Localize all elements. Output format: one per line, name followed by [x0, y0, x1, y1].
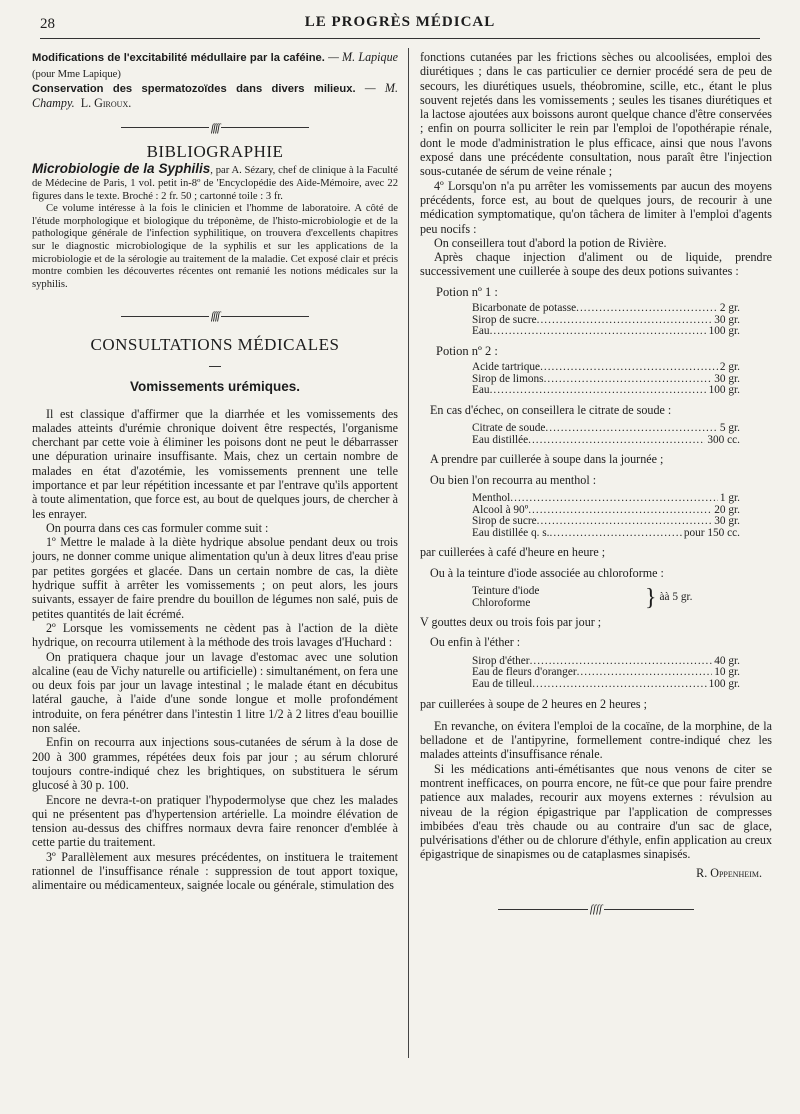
page-number: 28: [40, 16, 55, 32]
heading-dash: [32, 356, 398, 370]
article-title: Vomissements urémiques.: [129, 379, 301, 395]
recipe-row: Sirop d'éther ..... 40 gr.: [472, 656, 740, 668]
paragraph: On conseillera tout d'abord la potion de Rivière.: [434, 235, 667, 250]
potion-1-recipe: [420, 303, 772, 338]
recipe-row: Eau de tilleul ..... 100 gr.: [472, 679, 740, 691]
left-column: [32, 50, 398, 1094]
paragraph: 1º Mettre le malade à la diète hydrique absolue pendant deux ou trois jours, ne donner comme unique alimentation qu'un à deux litres d'eau prise par petites gorgées et glacée. Dans un certain nombre de cas, la diète hydrique suffit à arrêter les vomissements ; on peut alors, les jours suivants, essayer de faire prendre du bouillon de légumes non salé, puis de petites quantités de lait écrémé.: [32, 535, 398, 621]
journal-title: LE PROGRÈS MÉDICAL: [304, 14, 496, 30]
brace-glyph: }: [645, 584, 657, 611]
potion-2-title: Potion nº 2 :: [436, 343, 498, 358]
instruction-line: Ou à la teinture d'iode associée au chloroforme :: [430, 565, 664, 580]
end-ornament: ſſſſ: [420, 902, 772, 916]
instruction-line: A prendre par cuillerée à soupe dans la journée ;: [430, 452, 664, 467]
header-rule: [40, 38, 760, 39]
iode-recipe: [472, 586, 772, 609]
paragraph: Après chaque injection d'aliment ou de liquide, prendre successivement une cuillerée à soupe des deux potions suivantes :: [420, 250, 772, 279]
instruction-line: En cas d'échec, on conseillera le citrate de soude :: [430, 402, 672, 417]
paragraph: On pourra dans ces cas formuler comme suit :: [46, 520, 269, 535]
instruction-line: par cuillerées à soupe de 2 heures en 2 heures ;: [420, 696, 647, 711]
potion-2-recipe: [420, 362, 772, 397]
running-header: [40, 14, 760, 36]
recipe-ingredient: Teinture d'iode: [472, 584, 540, 597]
consultations-heading: CONSULTATIONS MÉDICALES: [90, 334, 340, 354]
recipe-row: Sirop de limons ..... 30 gr.: [472, 374, 740, 386]
recipe-quantity: àà 5 gr.: [659, 590, 693, 603]
recipe-row: Eau ..... 100 gr.: [472, 326, 740, 338]
recipe-row: Sirop de sucre ..... 30 gr.: [472, 516, 740, 528]
paragraph: On pratiquera chaque jour un lavage d'estomac avec une solution alcaline (eau de Vichy naturelle ou artificielle) : simultanément, on fera une ou deux fois par jour un lavage intestinal ; le malade étant en décubitus latéral gauche, à l'aide d'une sonde longue et molle profondément introduite, on fera pénétrer dans l'intestin 1 litre 1/2 à 2 litres d'eau bouillie non salée.: [32, 649, 398, 736]
recipe-row: Eau ..... 100 gr.: [472, 385, 740, 397]
paragraph: fonctions cutanées par les frictions sèches ou alcoolisées, emploi des diurétiques ; dans le cas particulier ce dernier procédé sera de peu de secours, les diurétiques usuels, théobromine, scille, etc., étant le plus souvent rejetés dans les vomissements ; seules les tisanes diurétiques et la lactose ajoutées aux boissons auront quelque chance d'être conservées ; enfin on pourra solliciter le rein par l'emploi de l'opothérapie rénale, dont le mode d'administration le plus efficace, ainsi que nous l'avons exposé dans une précédente consultation, nous paraît être l'injection sous-cutanée de sérum de veine rénale ;: [420, 50, 772, 179]
ether-recipe: [420, 656, 772, 691]
recipe-row: Eau de fleurs d'oranger ..... 10 gr.: [472, 667, 740, 679]
instruction-line: Ou enfin à l'éther :: [430, 635, 521, 650]
recipe-row: Alcool à 90º ..... 20 gr.: [472, 505, 740, 517]
recipe-row: Acide tartrique ..... 2 gr.: [472, 362, 740, 374]
paragraph: Il est classique d'affirmer que la diarrhée et les vomissements des malades atteints d'urémie chronique doivent être respectés, l'organisme cherchant par cette voie à éliminer les poisons dont ne peut le débarrasser une dépuration urinaire insuffisante. Mais, chez un certain nombre de malades en état d'azotémie, les vomissements prennent une telle importance et par leur répétition incessante et par l'entrave qu'ils apportent à toute alimentation, que force est, au bout de quelques jours, de chercher à les enrayer.: [32, 406, 398, 521]
bibliographie-heading: BIBLIOGRAPHIE: [146, 142, 284, 162]
menthol-recipe: [420, 493, 772, 539]
potion-1-title: Potion nº 1 :: [436, 284, 498, 299]
biblio-entry: Conservation des spermatozoïdes dans divers milieux. — M. Champy. L. Giroux.: [32, 81, 398, 111]
paragraph: Enfin on recourra aux injections sous-cutanées de sérum à la dose de 200 à 300 grammes, répétées deux fois par jour ; au sérum chloruré toujours contre-indiqué chez les brightiques, on substituera le sérum glucosé à 30 p. 100.: [32, 735, 398, 793]
recipe-row: Sirop de sucre ..... 30 gr.: [472, 315, 740, 327]
recipe-row: Citrate de soude ..... 5 gr.: [472, 423, 740, 435]
recipe-row: Eau distillée q. s. ..... pour 150 cc.: [472, 528, 740, 540]
recipe-row: Bicarbonate de potasse ..... 2 gr.: [472, 303, 740, 315]
section-ornament: ſſſſ: [32, 309, 398, 323]
book-reference: Microbiologie de la Syphilis, par A. Sézary, chef de clinique à la Faculté de Médecine de Paris, 1 vol. petit in-8º de 'Encyclopédie des Aide-Mémoire, avec 22 figures dans le texte. Broché : 2 fr. 50 ; cartonné toile : 3 fr.: [32, 161, 399, 202]
paragraph: Si les médications anti-émétisantes que nous venons de citer se montrent inefficaces, on pourra encore, ne fût-ce que pour faire prendre patience aux malades, recourir aux moyens externes : révulsion au niveau de la région épigastrique par l'application de compresses imbibées d'eau très chaude ou au contraire d'un sac de glace, pulvérisations d'éther ou de chlorure d'éthyle, enfin application au creux épigastrique de sinapismes ou de cataplasmes sinapisés.: [420, 761, 772, 862]
paragraph: 2º Lorsque les vomissements ne cèdent pas à l'action de la diète hydrique, on recourra utilement à la méthode des trois lavages d'Huchard :: [32, 620, 398, 650]
biblio-entry: Modifications de l'excitabilité médullaire par la caféine. — M. Lapique (pour Mme Lapique): [32, 50, 398, 80]
right-column: [420, 50, 772, 1094]
instruction-line: Ou bien l'on recourra au menthol :: [430, 472, 597, 487]
section-ornament: ſſſſ: [32, 121, 398, 135]
paragraph: 4º Lorsqu'on n'a pu arrêter les vomissements par aucun des moyens précédents, force est, au bout de quelques jours, de recourir à une médication symptomatique, qu'on tâchera de limiter à l'emploi d'agents peu nocifs :: [420, 178, 772, 236]
instruction-line: par cuillerées à café d'heure en heure ;: [420, 545, 606, 560]
recipe-ingredient: Chloroforme: [472, 596, 531, 609]
paragraph: Encore ne devra-t-on pratiquer l'hypodermolyse que chez les malades qui ne présentent pas d'hypertension artérielle. La moindre élévation de tension au-dessus des chiffres normaux devra faire renoncer d'emblée à cette partie du traitement.: [32, 792, 398, 850]
paragraph: 3º Parallèlement aux mesures précédentes, on instituera le traitement rationnel de l'insuffisance rénale : suppression de tout apport toxique, alimentaire ou médicamenteux, saignée locale ou générale, stimulation des: [32, 849, 398, 893]
instruction-line: V gouttes deux ou trois fois par jour ;: [420, 615, 602, 630]
paragraph: En revanche, on évitera l'emploi de la cocaïne, de la morphine, de la belladone et de l'antipyrine, formellement contre-indiqué chez les malades atteints d'insuffisance rénale.: [420, 718, 772, 762]
column-divider: [408, 48, 409, 1058]
citrate-recipe: [420, 423, 772, 446]
recipe-row: Menthol ..... 1 gr.: [472, 493, 740, 505]
book-title: Microbiologie de la Syphilis: [32, 161, 211, 177]
author-signature: R. Oppenheim.: [696, 865, 762, 880]
recipe-row: Eau distillée ..... 300 cc.: [472, 435, 740, 447]
book-review: Ce volume intéresse à la fois le clinicien et l'homme de laboratoire. A côté de l'étude morphologique et biologique du tréponème, de l'histo-microbiologie et de la pathologique générale de l'infection syphilitique, on trouvera d'excellents chapitres sur le diagnostic microbiologique de la syphilis et sur les applications de la microbiologie et de la sérologie au traitement de la maladie. Cet exposé clair et précis montre combien les découvertes récentes ont remanié les notions médicales sur la syphilis.: [32, 203, 398, 290]
